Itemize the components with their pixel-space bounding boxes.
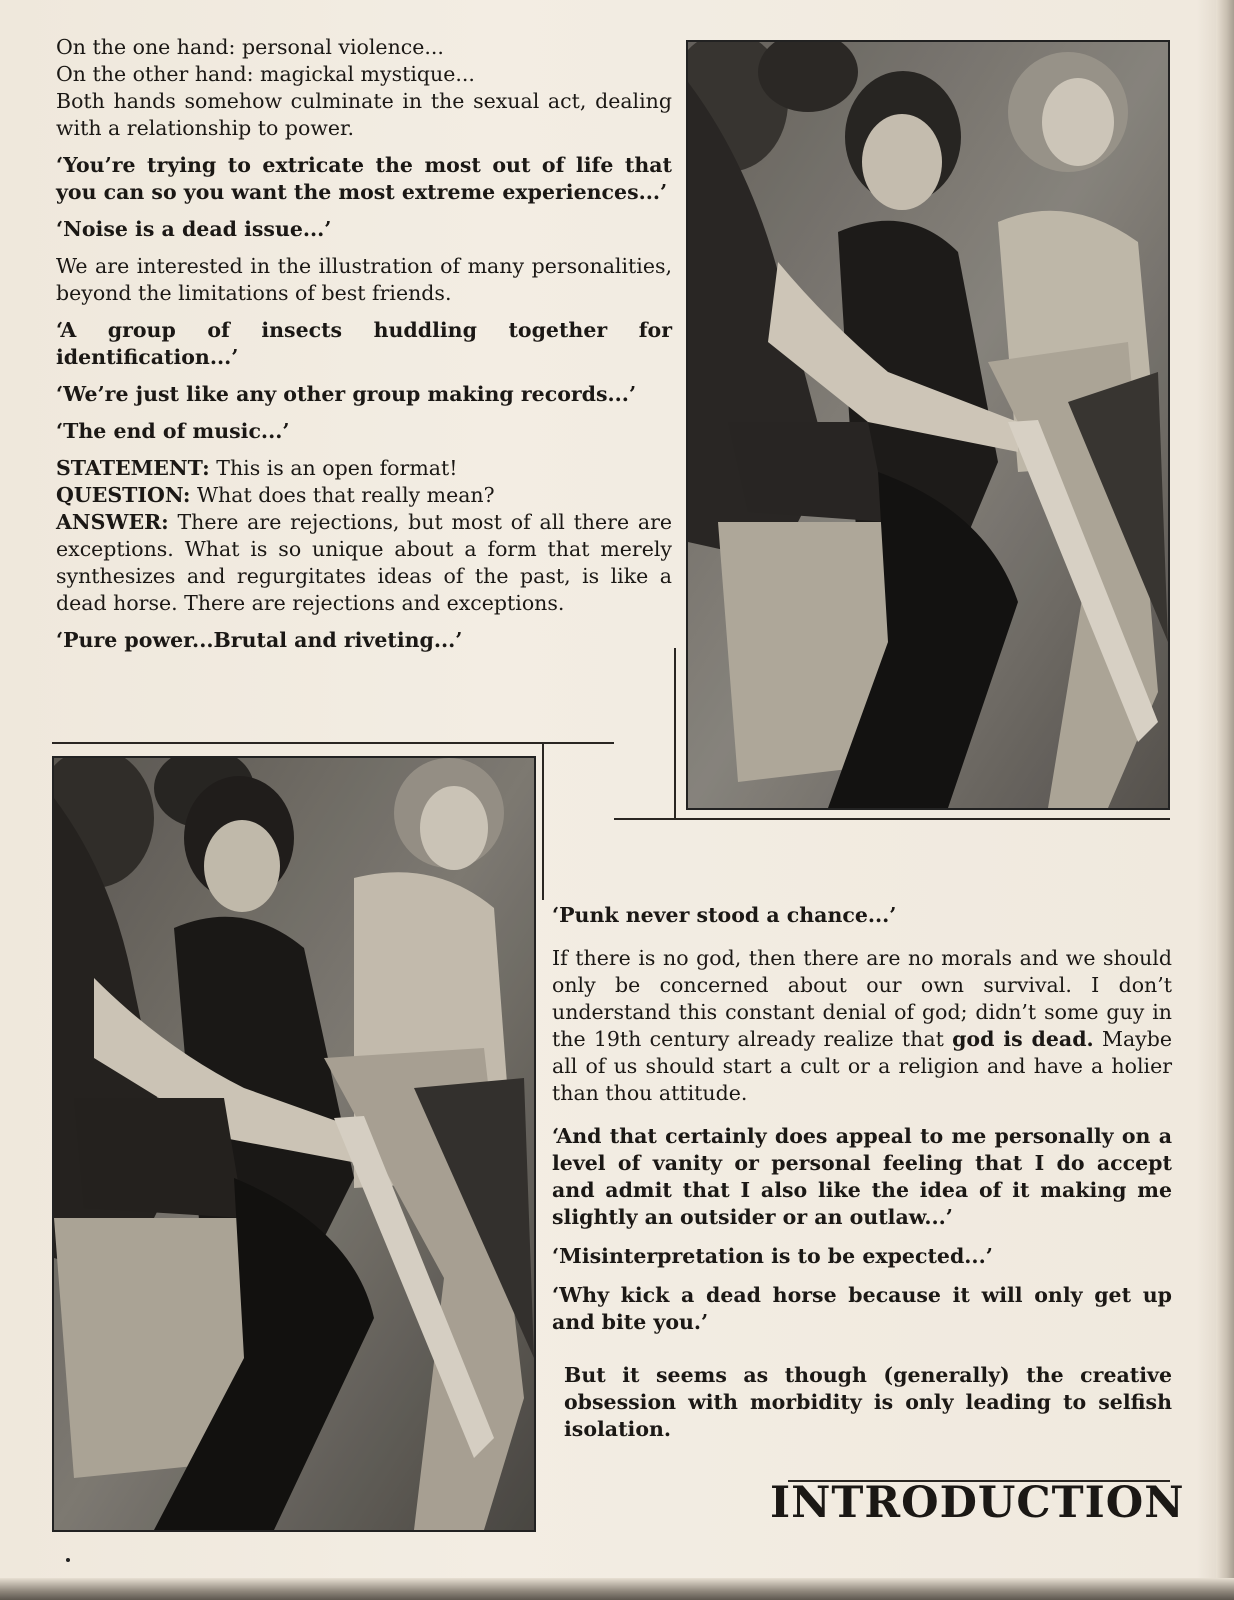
audience-photo-image — [54, 758, 534, 1530]
paragraph-god-end: Maybe all of us should start a cult or a religion and have a holier than thou attitude. — [552, 1027, 1173, 1105]
statement-label: STATEMENT: — [56, 456, 210, 480]
quote-end-of-music: ‘The end of music...’ — [56, 419, 290, 443]
intro-line-2: On the other hand: magickal mystique... — [56, 62, 475, 86]
quote-noise-dead-issue: ‘Noise is a dead issue...’ — [56, 217, 332, 241]
left-text-column — [56, 34, 672, 664]
audience-photo-image — [688, 42, 1168, 808]
page-heading: INTRODUCTION — [770, 1478, 1185, 1528]
top-divider-horizontal — [52, 742, 614, 744]
question-label: QUESTION: — [56, 483, 191, 507]
photo-audience-top — [686, 40, 1170, 810]
photo-audience-bottom — [52, 756, 536, 1532]
quote-insects: ‘A group of insects huddling together for identification...’ — [56, 318, 672, 369]
page-bottom-edge — [0, 1578, 1234, 1600]
answer-label: ANSWER: — [56, 510, 169, 534]
question-text: What does that really mean? — [190, 483, 495, 507]
quote-misinterpretation: ‘Misinterpretation is to be expected...’ — [552, 1244, 993, 1268]
photo-top-bottom-horizontal — [614, 818, 1170, 820]
paragraph-god-start: If there is no god, then there are no morals and we should only be concerned about our own survival. I don’t understand this constant denial of god; didn’t some guy in the 19th century already realize that — [552, 946, 1172, 1051]
quote-making-records: ‘We’re just like any other group making records...’ — [56, 382, 637, 406]
right-text-column — [552, 902, 1172, 1453]
photo-top-left-vertical — [674, 648, 676, 818]
intro-line-1: On the one hand: personal violence... — [56, 35, 444, 59]
intro-paragraph — [56, 34, 672, 142]
page-right-edge — [1216, 0, 1234, 1600]
quote-dead-horse: ‘Why kick a dead horse because it will only get up and bite you.’ — [552, 1283, 1172, 1334]
quote-extreme-experiences: ‘You’re trying to extricate the most out of life that you can so you want the most extreme experiences...’ — [56, 153, 672, 204]
closing-paragraph: But it seems as though (generally) the creative obsession with morbidity is only leading to selfish isolation. — [564, 1363, 1172, 1441]
paragraph-god-bold: god is dead. — [952, 1027, 1094, 1051]
paragraph-god — [552, 945, 1172, 1107]
quote-pure-power: ‘Pure power...Brutal and riveting...’ — [56, 628, 463, 652]
quote-outsider-outlaw: ‘And that certainly does appeal to me personally on a level of vanity or personal feeling that I do accept and admit that I also like the idea of it making me slightly an outsider or an outlaw...’ — [552, 1124, 1172, 1229]
quote-punk-never: ‘Punk never stood a chance...’ — [552, 903, 897, 927]
statement-question-answer — [56, 455, 672, 617]
paragraph-personalities: We are interested in the illustration of many personalities, beyond the limitations of best friends. — [56, 254, 672, 305]
page-mark — [66, 1558, 70, 1562]
statement-text: This is an open format! — [209, 456, 458, 480]
left-divider-vertical — [542, 742, 544, 900]
answer-text: There are rejections, but most of all there are exceptions. What is so unique about a form that merely synthesizes and regurgitates ideas of the past, is like a dead horse. There are rejections and exceptions. — [56, 510, 672, 615]
intro-line-3: Both hands somehow culminate in the sexual act, dealing with a relationship to power. — [56, 89, 672, 140]
